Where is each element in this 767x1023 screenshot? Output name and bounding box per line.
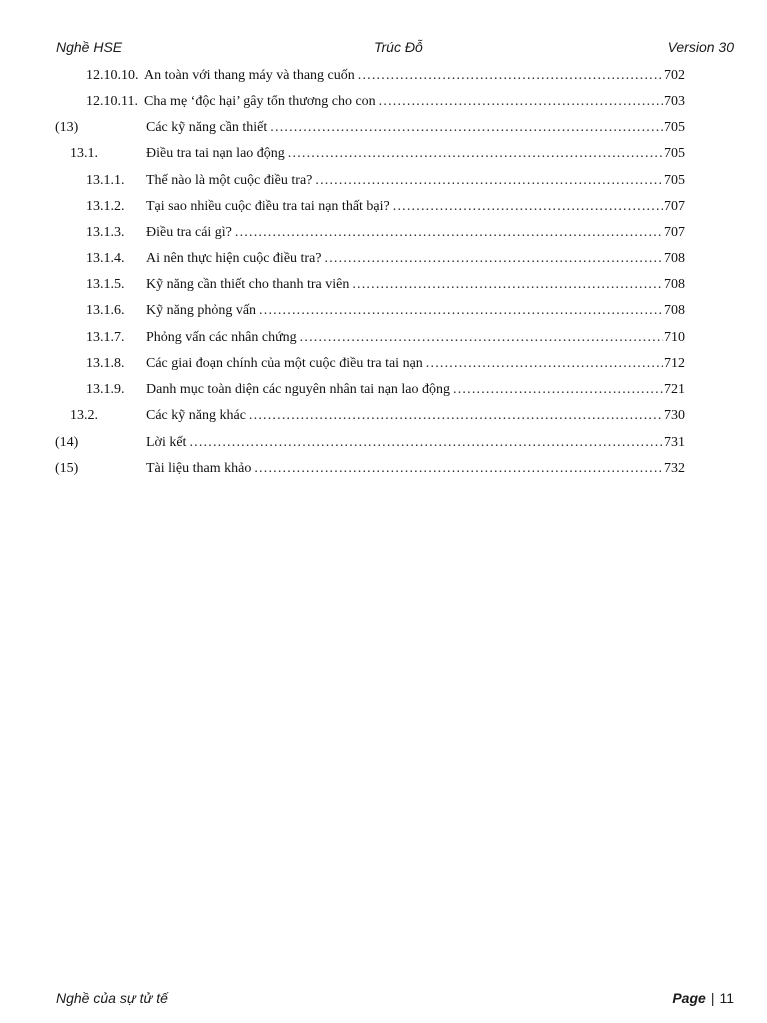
toc-entry-body [146, 171, 685, 191]
toc-entry-title: An toàn với thang máy và thang cuốn [144, 68, 355, 83]
toc-entry-page: 712 [664, 356, 685, 371]
toc-entry-page: 703 [664, 94, 685, 109]
toc-dot-leader [426, 354, 663, 374]
toc-entry-number: 13.1. [70, 146, 98, 161]
toc-entry-title: Các giai đoạn chính của một cuộc điều tra tai nạn [146, 356, 423, 371]
toc-entry[interactable] [0, 144, 767, 164]
toc-dot-leader [315, 171, 663, 191]
toc-dot-leader [189, 433, 663, 453]
toc-entry-body [146, 223, 685, 243]
page-header [56, 39, 734, 57]
toc-entry-page: 705 [664, 146, 685, 161]
toc-entry[interactable] [0, 118, 767, 138]
toc-entry-number: 13.1.1. [86, 173, 125, 188]
toc-entry-page: 705 [664, 173, 685, 188]
toc-entry-title: Kỹ năng cần thiết cho thanh tra viên [146, 277, 350, 292]
toc-entry-body [146, 459, 685, 479]
toc-entry-title: Các kỹ năng cần thiết [146, 120, 268, 135]
toc-entry[interactable] [0, 406, 767, 426]
toc-dot-leader [453, 380, 663, 400]
toc-entry[interactable] [0, 66, 767, 86]
toc-entry-number: 13.2. [70, 408, 98, 423]
toc-entry-title: Tại sao nhiều cuộc điều tra tai nạn thất bại? [146, 199, 390, 214]
toc-entry[interactable] [0, 171, 767, 191]
toc-entry-page: 732 [664, 461, 685, 476]
header-author: Trúc Đỗ [374, 39, 423, 55]
toc-entry-page: 705 [664, 120, 685, 135]
toc-entry-page: 731 [664, 435, 685, 450]
toc-entry-body [146, 249, 685, 269]
toc-entry-page: 708 [664, 251, 685, 266]
toc-dot-leader [379, 92, 663, 112]
toc-entry[interactable] [0, 380, 767, 400]
toc-dot-leader [288, 144, 663, 164]
toc-entry-body [144, 92, 685, 112]
header-left-text: Nghề HSE [56, 39, 123, 55]
footer-page-number: 11 [719, 990, 734, 1006]
toc-entry-number: 13.1.8. [86, 356, 125, 371]
toc-entry-body [146, 197, 685, 217]
toc-entry-page: 708 [664, 303, 685, 318]
toc-entry-title: Danh mục toàn diện các nguyên nhân tai nạn lao động [146, 382, 451, 397]
toc-dot-leader [358, 66, 663, 86]
toc-dot-leader [259, 301, 663, 321]
toc-entry-body [146, 144, 685, 164]
toc-entry-page: 708 [664, 277, 685, 292]
toc-entry-body [146, 301, 685, 321]
toc-entry-number: 13.1.7. [86, 330, 125, 345]
toc-dot-leader [270, 118, 663, 138]
toc-entry-body [146, 433, 685, 453]
toc-entry-title: Ai nên thực hiện cuộc điều tra? [146, 251, 322, 266]
toc-entry-number: 12.10.10. [86, 68, 139, 83]
toc-entry-title: Các kỹ năng khác [146, 408, 246, 423]
toc-dot-leader [235, 223, 663, 243]
toc-entry[interactable] [0, 354, 767, 374]
toc-entry-number: 13.1.2. [86, 199, 125, 214]
toc-entry[interactable] [0, 328, 767, 348]
toc-entry-page: 730 [664, 408, 685, 423]
toc-entry-page: 702 [664, 68, 685, 83]
header-version: Version 30 [667, 39, 734, 55]
toc-entry[interactable] [0, 459, 767, 479]
footer-page-indicator [672, 990, 734, 1006]
toc-entry-title: Cha mẹ ‘độc hại’ gây tổn thương cho con [144, 94, 376, 109]
page-footer [56, 990, 734, 1008]
toc-entry-title: Điều tra cái gì? [146, 225, 232, 240]
toc-entry[interactable] [0, 92, 767, 112]
toc-entry-number: 13.1.3. [86, 225, 125, 240]
toc-entry-page: 707 [664, 225, 685, 240]
toc-entry-body [146, 380, 685, 400]
toc-entry-number: 13.1.5. [86, 277, 125, 292]
toc-dot-leader [249, 406, 663, 426]
toc-entry-title: Lời kết [146, 435, 187, 450]
toc-entry-title: Điều tra tai nạn lao động [146, 146, 285, 161]
toc-entry-number: 12.10.11. [86, 94, 138, 109]
toc-entry-number: 13.1.9. [86, 382, 125, 397]
toc-entry[interactable] [0, 223, 767, 243]
toc-entry[interactable] [0, 433, 767, 453]
toc-entry-body [146, 406, 685, 426]
toc-entry-number: 13.1.6. [86, 303, 125, 318]
toc-entry-title: Phỏng vấn các nhân chứng [146, 330, 297, 345]
toc-entry-number: (15) [55, 461, 79, 476]
footer-page-label: Page [672, 990, 706, 1006]
toc-entry-body [146, 118, 685, 138]
toc-entry-number: (13) [55, 120, 79, 135]
toc-entry-title: Tài liệu tham khảo [146, 461, 252, 476]
toc-entry-body [144, 66, 685, 86]
toc-entry-number: 13.1.4. [86, 251, 125, 266]
toc-entry-page: 707 [664, 199, 685, 214]
footer-left-text: Nghề của sự tử tế [56, 990, 168, 1006]
toc-entry-title: Kỹ năng phỏng vấn [146, 303, 257, 318]
toc-entry-body [146, 275, 685, 295]
toc-entry[interactable] [0, 249, 767, 269]
toc-dot-leader [325, 249, 663, 269]
toc-entry[interactable] [0, 301, 767, 321]
toc-dot-leader [352, 275, 663, 295]
toc-dot-leader [254, 459, 663, 479]
toc-entry-title: Thế nào là một cuộc điều tra? [146, 173, 313, 188]
toc-entry-body [146, 354, 685, 374]
toc-entry-page: 710 [664, 330, 685, 345]
toc-entry-page: 721 [664, 382, 685, 397]
toc-entry-body [146, 328, 685, 348]
toc-entry[interactable] [0, 275, 767, 295]
toc-entry-number: (14) [55, 435, 79, 450]
toc-dot-leader [300, 328, 663, 348]
toc-entry[interactable] [0, 197, 767, 217]
toc-dot-leader [393, 197, 663, 217]
footer-separator: | [710, 990, 715, 1006]
